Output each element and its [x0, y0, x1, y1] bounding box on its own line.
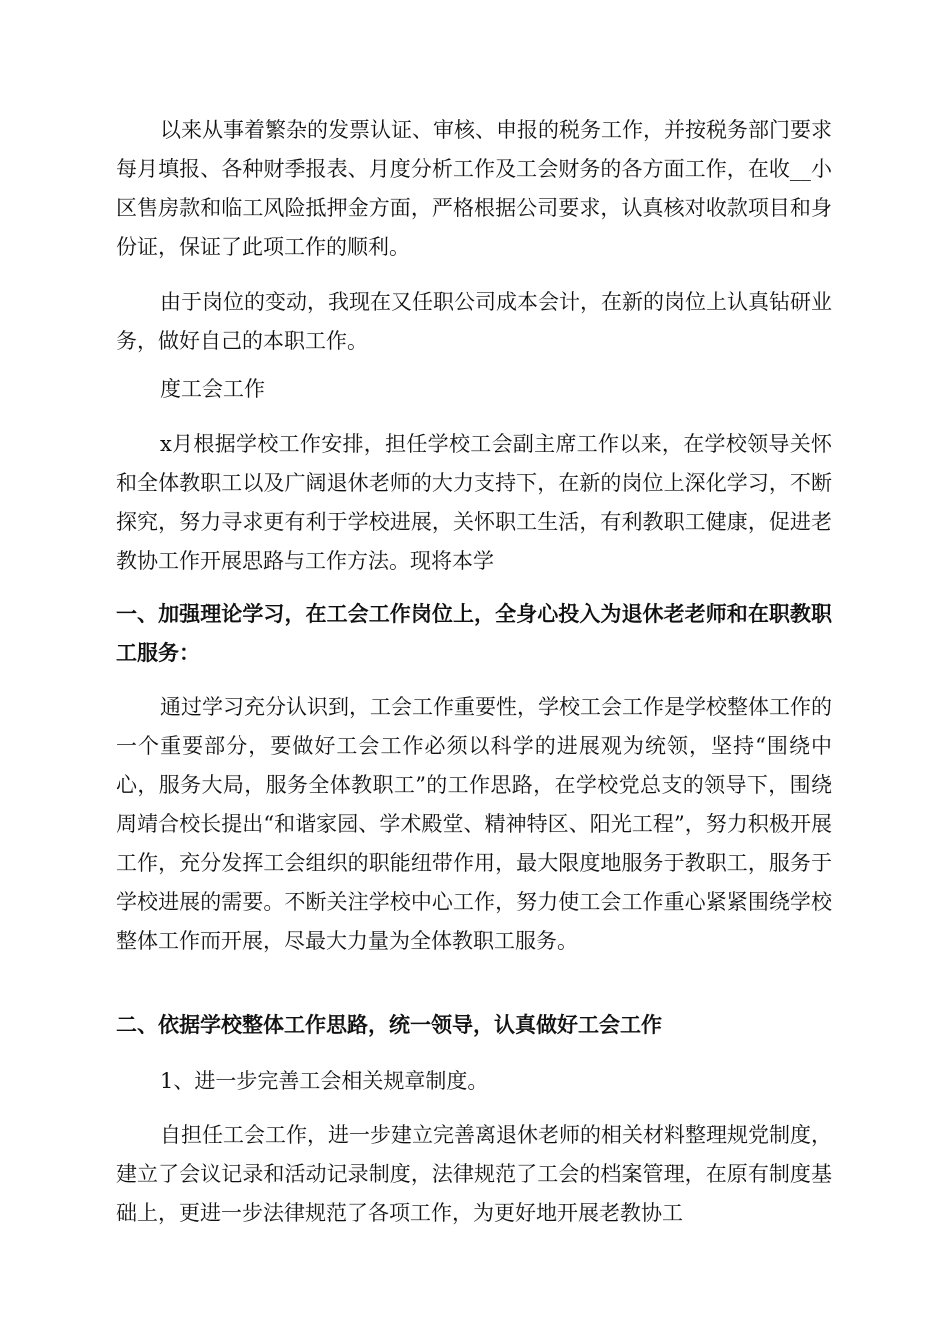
- paragraph-tax-work: 以来从事着繁杂的发票认证、审核、申报的税务工作，并按税务部门要求每月填报、各种财季报表、月度分析工作及工会财务的各方面工作，在收__小区售房款和临工风险抵押金方面，严格根据公司要求，认真核对收款项目和身份证，保证了此项工作的顺利。: [116, 118, 832, 259]
- subheading-rules: 1、进一步完善工会相关规章制度。: [160, 1069, 489, 1093]
- section-heading-two: 二、依据学校整体工作思路，统一领导，认真做好工会工作: [116, 1013, 662, 1037]
- paragraph-theory-study: 通过学习充分认识到，工会工作重要性，学校工会工作是学校整体工作的一个重要部分，要做好工会工作必须以科学的进展观为统领，坚持“围绕中心，服务大局，服务全体教职工”的工作思路，在学校党总支的领导下，围绕周靖合校长提出“和谐家园、学术殿堂、精神特区、阳光工程”，努力积极开展工作，充分发挥工会组织的职能纽带作用，最大限度地服务于教职工，服务于学校进展的需要。不断关注学校中心工作，努力使工会工作重心紧紧围绕学校整体工作而开展，尽最大力量为全体教职工服务。: [116, 695, 832, 953]
- paragraph-union-intro: x月根据学校工作安排，担任学校工会副主席工作以来，在学校领导关怀和全体教职工以及广阔退休老师的大力支持下，在新的岗位上深化学习，不断探究，努力寻求更有利于学校进展，关怀职工生活，有利教职工健康，促进老教协工作开展思路与工作方法。现将本学: [116, 432, 832, 573]
- paragraph-rules-detail: 自担任工会工作，进一步建立完善离退休老师的相关材料整理规党制度，建立了会议记录和活动记录制度，法律规范了工会的档案管理，在原有制度基础上，更进一步法律规范了各项工作，为更好地开展老教协工: [116, 1123, 832, 1225]
- paragraph-union-work-heading: 度工会工作: [160, 377, 265, 401]
- section-heading-one: 一、加强理论学习，在工会工作岗位上，全身心投入为退休老老师和在职教职工服务：: [116, 602, 832, 665]
- paragraph-position-change: 由于岗位的变动，我现在又任职公司成本会计，在新的岗位上认真钻研业务，做好自己的本职工作。: [116, 290, 832, 353]
